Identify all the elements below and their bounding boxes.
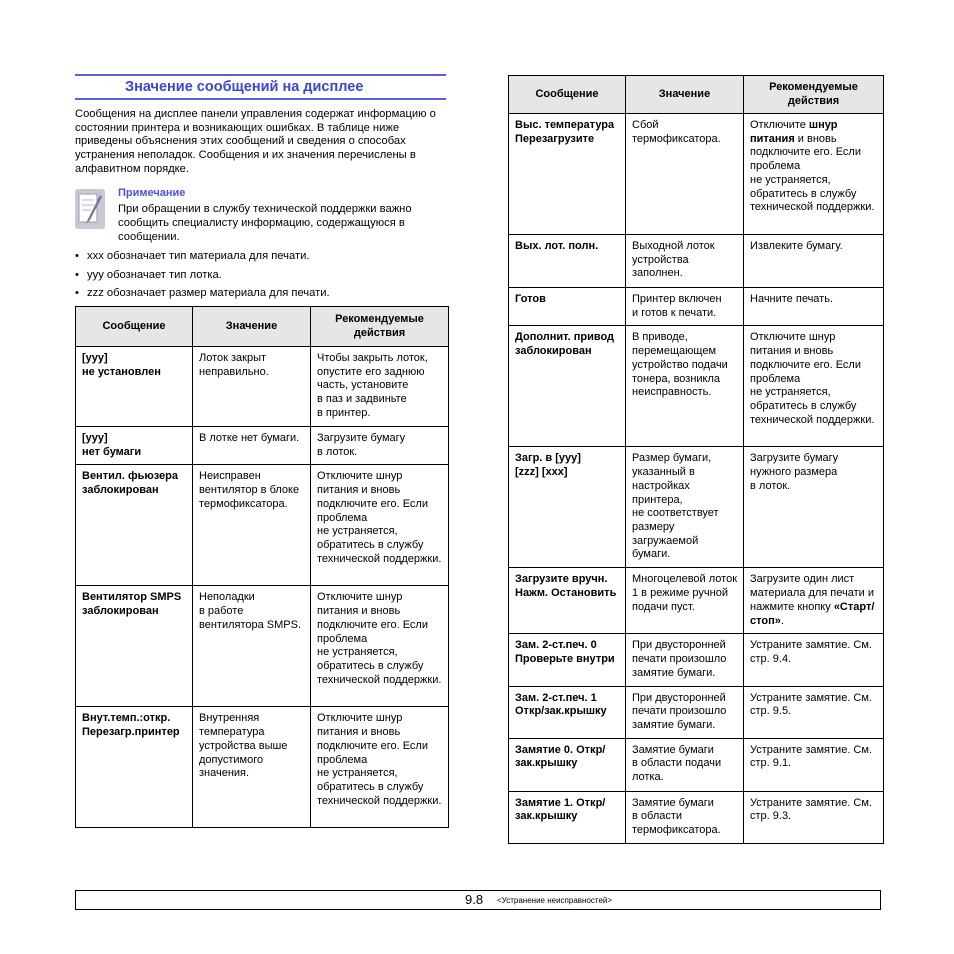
actions-cell: Устраните замятие. См. стр. 9.1. <box>744 738 884 791</box>
bullet-list <box>75 249 455 305</box>
column-header-actions: Рекомендуемые действия <box>744 76 884 114</box>
message-cell: Выс. температура Перезагрузите <box>509 114 626 235</box>
actions-cell: Устраните замятие. См. стр. 9.3. <box>744 791 884 843</box>
message-cell: Зам. 2-ст.печ. 1 Откр/зак.крышку <box>509 686 626 738</box>
table-row <box>76 347 449 427</box>
actions-text: Отключите <box>750 119 809 131</box>
note-title: Примечание <box>118 187 186 199</box>
page-footer <box>75 890 881 910</box>
note-pencil-icon <box>75 189 105 229</box>
meaning-cell: Размер бумаги, указанный в настройках принтера, не соответствует размеру загружаемой бумаги. <box>626 447 744 568</box>
meaning-cell: При двусторонней печати произошло замятие бумаги. <box>626 686 744 738</box>
meaning-cell: Лоток закрыт неправильно. <box>193 347 311 427</box>
meaning-cell: В приводе, перемещающем устройство подачи тонера, возникла неисправность. <box>626 326 744 447</box>
actions-cell: Начните печать. <box>744 288 884 326</box>
table-row <box>76 427 449 465</box>
table-row <box>509 791 884 843</box>
column-header-message: Сообщение <box>76 307 193 347</box>
actions-cell <box>744 568 884 634</box>
meaning-cell: Неполадки в работе вентилятора SMPS. <box>193 586 311 707</box>
message-cell: [yyy] нет бумаги <box>76 427 193 465</box>
message-cell: Вых. лот. полн. <box>509 235 626 288</box>
actions-cell: Извлеките бумагу. <box>744 235 884 288</box>
messages-table-left <box>75 306 449 828</box>
table-row <box>509 568 884 634</box>
message-cell: Замятие 0. Откр/зак.крышку <box>509 738 626 791</box>
table-row <box>509 326 884 447</box>
table-row <box>509 686 884 738</box>
meaning-cell: При двусторонней печати произошло замятие бумаги. <box>626 634 744 686</box>
actions-cell: Загрузите бумагу нужного размера в лоток. <box>744 447 884 568</box>
actions-cell: Отключите шнур питания и вновь подключите его. Если проблема не устраняется, обратитесь в службу технической поддержки. <box>311 707 449 828</box>
table-row <box>509 447 884 568</box>
meaning-cell: Внутренняя температура устройства выше допустимого значения. <box>193 707 311 828</box>
meaning-cell: Замятие бумаги в области термофиксатора. <box>626 791 744 843</box>
table-row <box>509 114 884 235</box>
message-cell: Замятие 1. Откр/зак.крышку <box>509 791 626 843</box>
actions-cell: Отключите шнур питания и вновь подключите его. Если проблема не устраняется, обратитесь в службу технической поддержки. <box>311 586 449 707</box>
message-cell: Вентилятор SMPS заблокирован <box>76 586 193 707</box>
actions-cell: Отключите шнур питания и вновь подключите его. Если проблема не устраняется, обратитесь в службу технической поддержки. <box>744 326 884 447</box>
table-row <box>76 707 449 828</box>
message-cell: Вентил. фьюзера заблокирован <box>76 465 193 586</box>
message-cell: [yyy] не установлен <box>76 347 193 427</box>
actions-cell <box>744 114 884 235</box>
actions-cell: Чтобы закрыть лоток, опустите его заднюю часть, установите в паз и задвиньте в принтер. <box>311 347 449 427</box>
meaning-cell: Сбой термофиксатора. <box>626 114 744 235</box>
message-cell: Дополнит. привод заблокирован <box>509 326 626 447</box>
table-row <box>509 738 884 791</box>
actions-cell: Устраните замятие. См. стр. 9.5. <box>744 686 884 738</box>
message-cell: Загрузите вручн. Нажм. Остановить <box>509 568 626 634</box>
actions-text: . <box>780 614 784 627</box>
page-number: 9.8 <box>465 892 484 907</box>
table-row <box>76 586 449 707</box>
meaning-cell: Выходной лоток устройства заполнен. <box>626 235 744 288</box>
messages-table-right <box>508 75 884 844</box>
note-text: При обращении в службу технической поддержки важно сообщить специалисту информацию, содержащуюся в сообщении. <box>118 203 412 243</box>
column-header-meaning: Значение <box>626 76 744 114</box>
meaning-cell: Принтер включен и готов к печати. <box>626 288 744 326</box>
list-item: • zzz обозначает размер материала для печати. <box>75 286 455 305</box>
meaning-cell: Замятие бумаги в области подачи лотка. <box>626 738 744 791</box>
actions-cell: Загрузите бумагу в лоток. <box>311 427 449 465</box>
list-item: • yyy обозначает тип лотка. <box>75 268 455 287</box>
actions-text: и вновь подключите его. Если проблема не устраняется, обратитесь в службу технической поддержки. <box>750 132 875 214</box>
actions-emphasis: шнур питания <box>750 119 838 145</box>
intro-paragraph: Сообщения на дисплее панели управления содержат информацию о состоянии принтера и возникающих ошибках. В таблице ниже приведены объяснения этих сообщений и сведения о способах устранения неполадок. Сообщения и их значения перечислены в алфавитном порядке. <box>75 108 436 175</box>
table-row <box>509 288 884 326</box>
actions-cell: Устраните замятие. См. стр. 9.4. <box>744 634 884 686</box>
actions-text: Загрузите один лист материала для печати и нажмите кнопку <box>750 573 874 613</box>
message-cell: Загр. в [yyy] [zzz] [xxx] <box>509 447 626 568</box>
meaning-cell: В лотке нет бумаги. <box>193 427 311 465</box>
table-row <box>509 235 884 288</box>
table-row <box>509 634 884 686</box>
section-name: <Устранение неисправностей> <box>497 896 613 905</box>
section-heading: Значение сообщений на дисплее <box>75 74 446 100</box>
message-cell: Готов <box>509 288 626 326</box>
message-cell: Зам. 2-ст.печ. 0 Проверьте внутри <box>509 634 626 686</box>
message-cell: Внут.темп.:откр. Перезагр.принтер <box>76 707 193 828</box>
column-header-meaning: Значение <box>193 307 311 347</box>
list-item: • xxx обозначает тип материала для печати. <box>75 249 455 268</box>
actions-emphasis: «Старт/стоп» <box>750 600 875 627</box>
table-row <box>76 465 449 586</box>
column-header-actions: Рекомендуемые действия <box>311 307 449 347</box>
actions-cell: Отключите шнур питания и вновь подключите его. Если проблема не устраняется, обратитесь в службу технической поддержки. <box>311 465 449 586</box>
meaning-cell: Многоцелевой лоток 1 в режиме ручной подачи пуст. <box>626 568 744 634</box>
column-header-message: Сообщение <box>509 76 626 114</box>
meaning-cell: Неисправен вентилятор в блоке термофиксатора. <box>193 465 311 586</box>
